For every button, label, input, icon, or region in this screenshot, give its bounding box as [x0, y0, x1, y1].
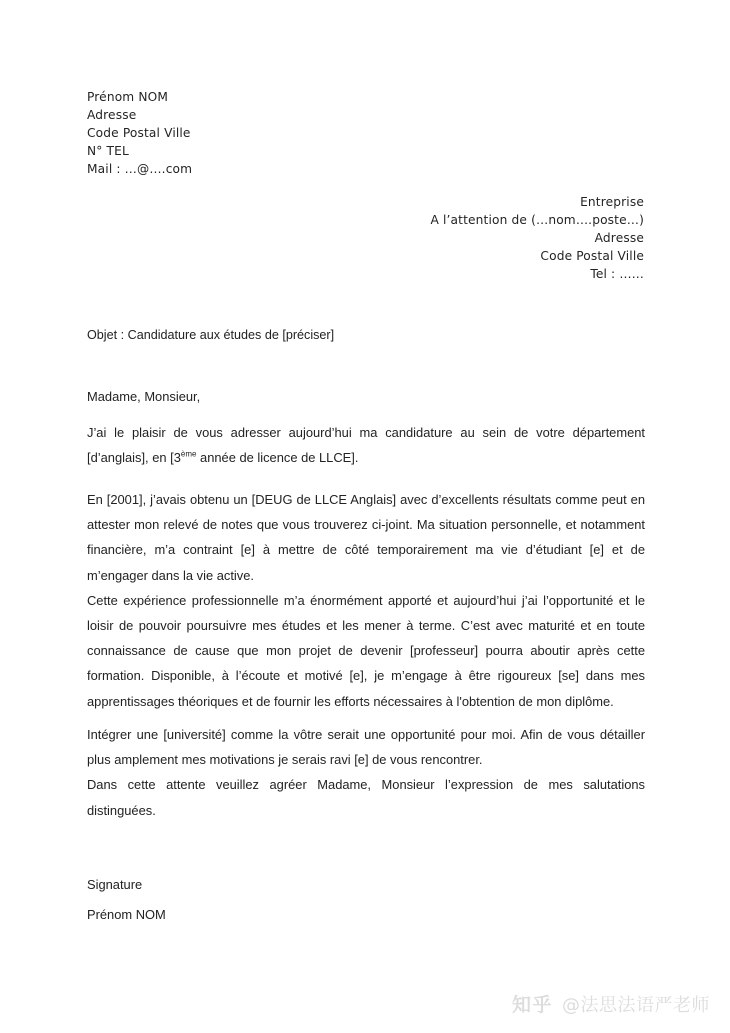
zhihu-logo-icon: 知乎: [511, 994, 553, 1016]
subject-line: Objet : Candidature aux études de [préciser]: [87, 328, 335, 342]
sender-line-email: Mail : …@….com: [87, 162, 193, 177]
body-paragraph-2-line-1: En [2001], j’avais obtenu un [DEUG de LLCE Anglais] avec d’excellents résultats comme peut en attester mon relevé de notes que vous trouverez ci-joint. Ma situation personnelle, et notamment financière, m’a contraint [e] à mettre de côté temporairement ma vie d’étudiant [e] et de m’engager dans la vie active.: [87, 492, 645, 583]
signature-block: [87, 870, 166, 930]
recipient-line-attention: A l’attention de (…nom….poste…): [430, 213, 644, 228]
recipient-line-company: Entreprise: [580, 195, 644, 209]
signature-label: Signature: [87, 877, 143, 892]
watermark-handle: @法思法语严老师: [562, 994, 710, 1016]
sender-line-phone: N° TEL: [87, 144, 129, 159]
body-paragraph-1: [87, 420, 645, 470]
paragraph1-part1: J’ai le plaisir de vous adresser aujourd’hui ma candidature au sein de votre département [d’anglais], en [3: [87, 425, 645, 466]
paragraph1-part2: année de licence de LLCE].: [196, 450, 359, 466]
recipient-line-city: Code Postal Ville: [540, 249, 644, 264]
sender-address-block: [87, 88, 192, 178]
body-paragraph-3: [87, 722, 645, 823]
body-paragraph-2: [87, 487, 645, 714]
recipient-line-address: Adresse: [594, 231, 644, 246]
body-paragraph-2-line-2: Cette expérience professionnelle m’a énormément apporté et aujourd’hui j’ai l’opportunité et le loisir de pouvoir poursuivre mes études et les mener à terme. C’est avec maturité et en toute connaissance de cause que mon projet de devenir [professeur] pourra aboutir après cette formation. Disponible, à l’écoute et motivé [e], je m’engage à être rigoureux [se] dans mes apprentissages théoriques et de fournir les efforts nécessaires à l'obtention de mon diplôme.: [87, 592, 645, 709]
sender-line-address: Adresse: [87, 108, 137, 123]
signature-name: Prénom NOM: [87, 907, 166, 922]
watermark: [512, 990, 710, 1017]
sender-line-name: Prénom NOM: [87, 90, 169, 104]
body-paragraph-1-text: [87, 420, 645, 470]
salutation-text: Madame, Monsieur,: [87, 389, 201, 404]
body-paragraph-3-line-2: Dans cette attente veuillez agréer Madame, Monsieur l’expression de mes salutations distinguées.: [87, 777, 645, 818]
salutation: [87, 384, 645, 409]
recipient-line-phone: Tel : ……: [590, 267, 644, 282]
sender-line-city: Code Postal Ville: [87, 126, 191, 141]
paragraph1-ordinal-superscript: ème: [180, 449, 197, 459]
recipient-address-block: [430, 193, 644, 283]
body-paragraph-3-line-1: Intégrer une [université] comme la vôtre serait une opportunité pour moi. Afin de vous détailler plus amplement mes motivations je serais ravi [e] de vous rencontrer.: [87, 727, 645, 768]
